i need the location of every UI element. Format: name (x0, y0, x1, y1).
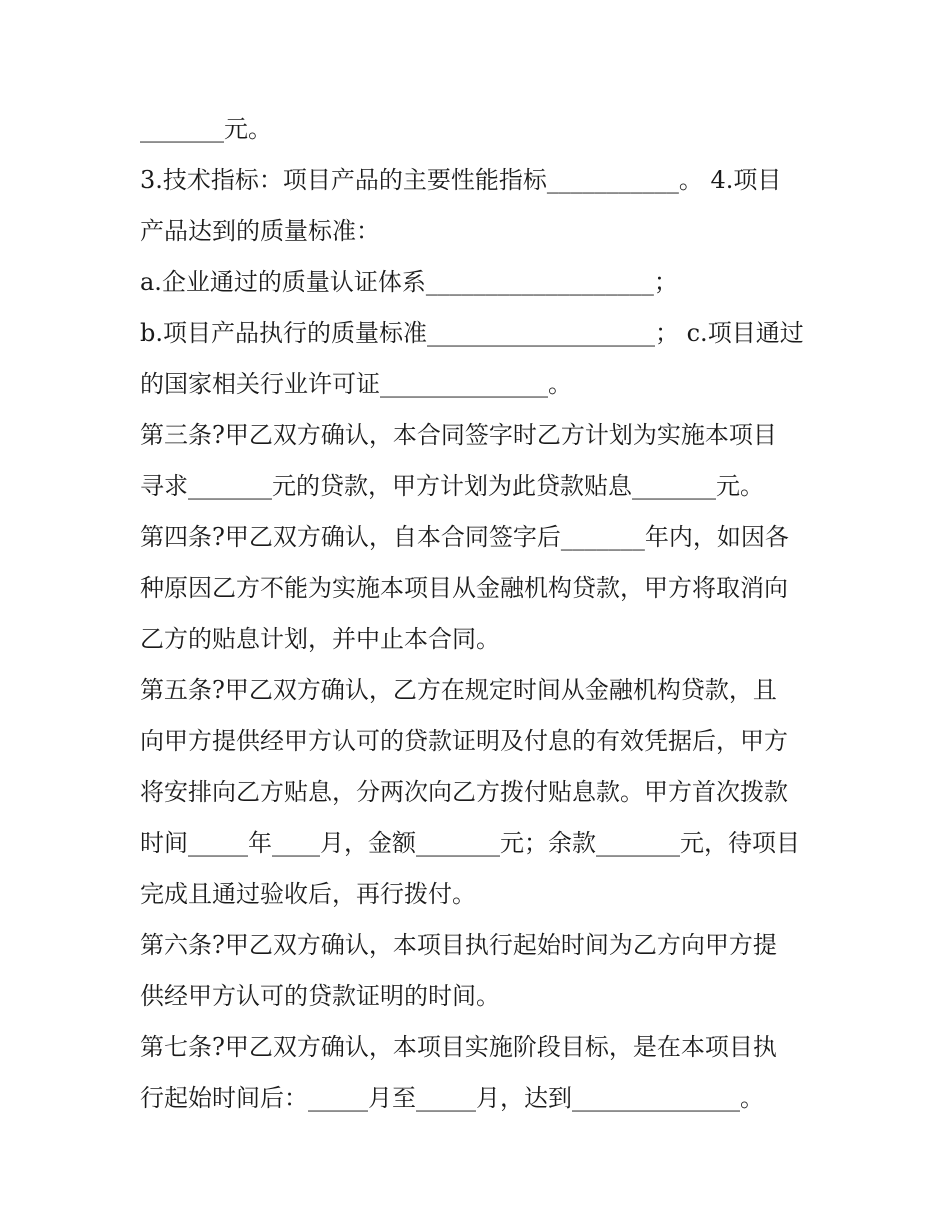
text-line: 第三条?甲乙双方确认，本合同签字时乙方计划为实施本项目 (140, 421, 777, 449)
text-line: 完成且通过验收后，再行拨付。 (140, 880, 476, 908)
text-line: 行起始时间后：_____月至_____月，达到______________。 (140, 1084, 764, 1112)
text-line: a.企业通过的质量认证体系___________________； (140, 268, 678, 296)
text-line: 将安排向乙方贴息，分两次向乙方拨付贴息款。甲方首次拨款 (140, 778, 788, 806)
text-line: 乙方的贴息计划，并中止本合同。 (140, 625, 500, 653)
text-line: 时间_____年____月，金额_______元；余款_______元，待项目 (140, 829, 800, 857)
text-line: 的国家相关行业许可证______________。 (140, 370, 572, 398)
text-line: 寻求_______元的贷款，甲方计划为此贷款贴息_______元。 (140, 472, 764, 500)
text-line: 第四条?甲乙双方确认，自本合同签字后_______年内，如因各 (140, 523, 789, 551)
text-line: 供经甲方认可的贷款证明的时间。 (140, 982, 500, 1010)
text-line: b.项目产品执行的质量标准___________________； c.项目通过 (140, 319, 804, 347)
text-line: 第六条?甲乙双方确认，本项目执行起始时间为乙方向甲方提 (140, 931, 777, 959)
text-line: 种原因乙方不能为实施本项目从金融机构贷款，甲方将取消向 (140, 574, 788, 602)
text-line: 3.技术指标：项目产品的主要性能指标___________。 4.项目 (140, 166, 782, 194)
text-line: 向甲方提供经甲方认可的贷款证明及付息的有效凭据后，甲方 (140, 727, 788, 755)
text-line: 第七条?甲乙双方确认，本项目实施阶段目标，是在本项目执 (140, 1033, 777, 1061)
text-line: 第五条?甲乙双方确认，乙方在规定时间从金融机构贷款，且 (140, 676, 777, 704)
text-line: _______元。 (140, 115, 272, 143)
text-line: 产品达到的质量标准： (140, 217, 380, 245)
